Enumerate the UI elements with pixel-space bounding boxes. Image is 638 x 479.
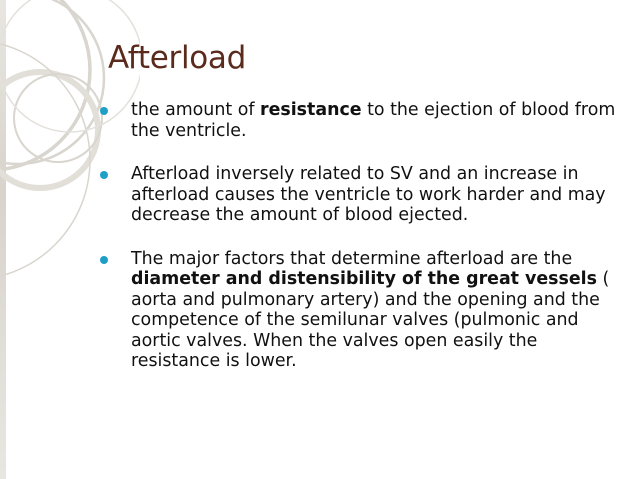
bullet-item <box>100 164 625 226</box>
bullet-dot-icon <box>100 171 108 179</box>
text-segment: The major factors that determine afterload are the <box>131 248 573 269</box>
bullet-text <box>131 100 625 141</box>
bold-text: resistance <box>260 100 362 120</box>
text-segment: to the ejection of blood from the ventricle. <box>131 100 616 141</box>
bullet-item <box>100 100 625 141</box>
bullet-text <box>131 164 625 226</box>
text-segment: Afterload inversely related to SV and an increase in afterload causes the ventricle to work harder and may decrease the amount of blood ejected. <box>131 164 606 225</box>
text-segment: the amount of <box>131 100 260 120</box>
text-segment: ( aorta and pulmonary artery) and the opening and the competence of the semilunar valves (pulmonic and aortic valves. When the valves open easily the resistance is lower. <box>131 269 610 371</box>
bullet-dot-icon <box>100 107 108 115</box>
bullet-dot-icon <box>100 256 108 264</box>
slide-title: Afterload <box>108 40 246 76</box>
bullet-list <box>100 100 625 395</box>
bullet-item <box>100 249 625 372</box>
bullet-text <box>131 249 625 372</box>
bold-text: diameter and distensibility of the great vessels <box>131 269 597 289</box>
